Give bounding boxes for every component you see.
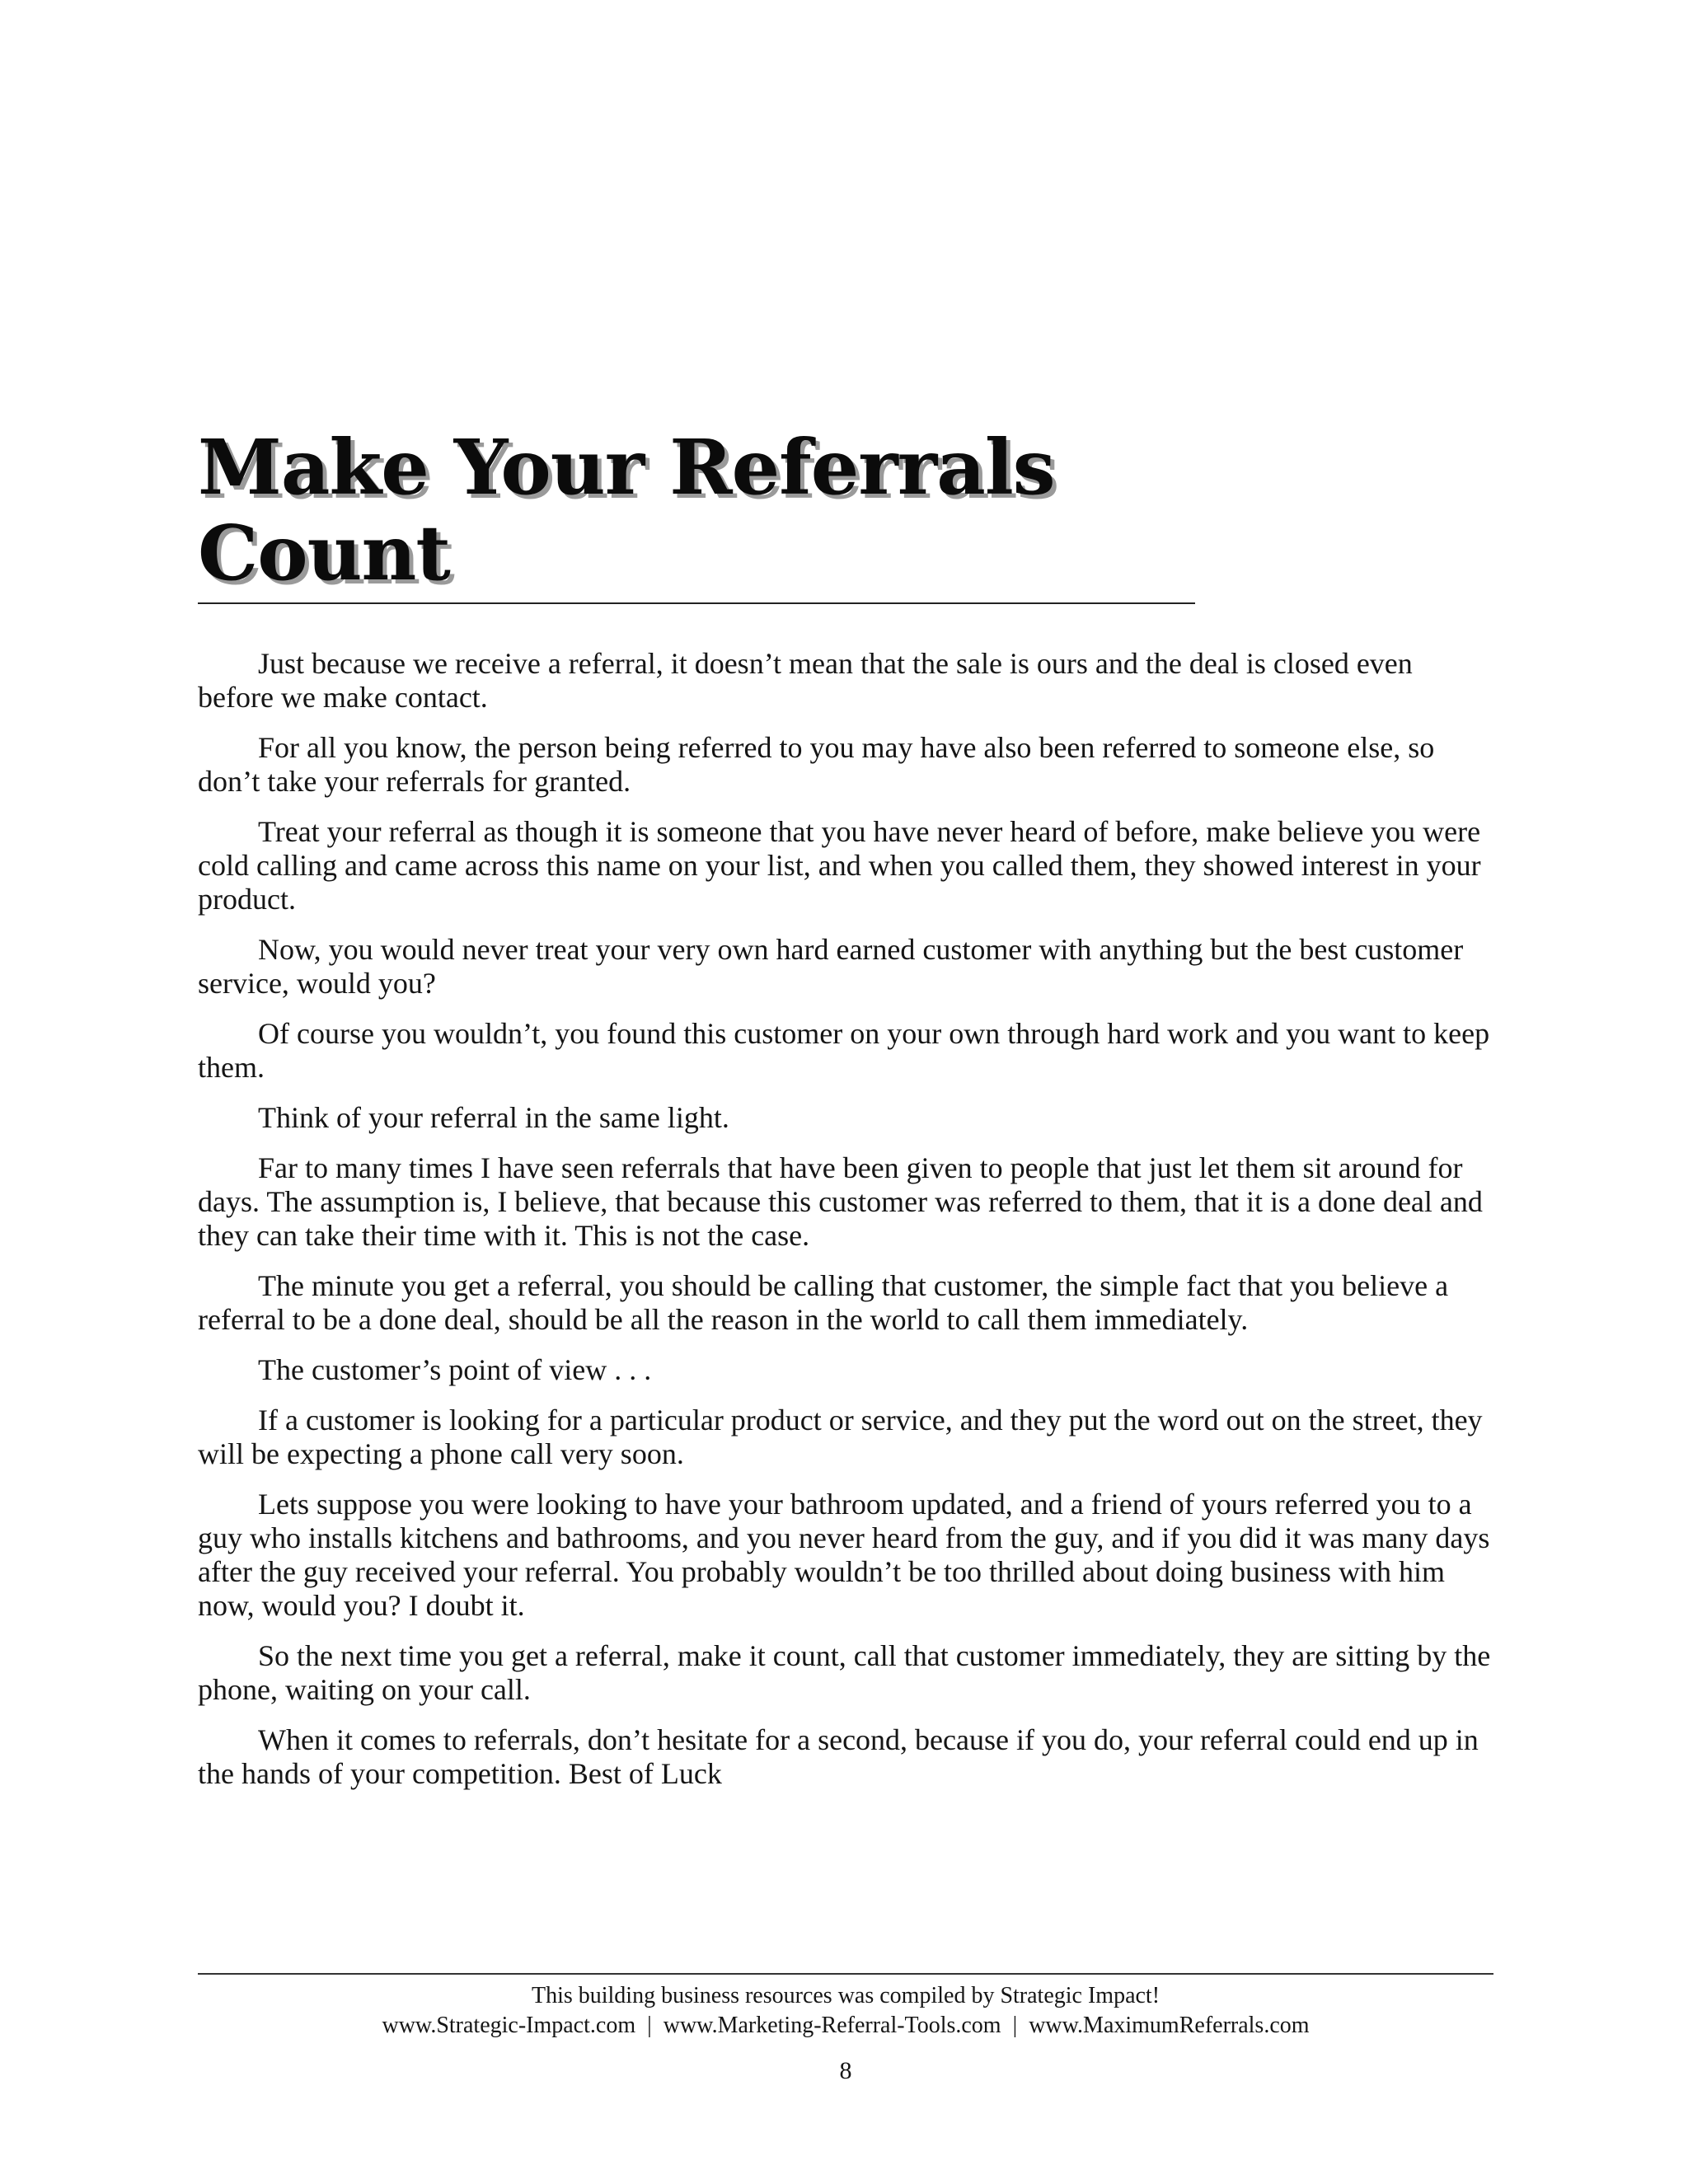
body-text <box>198 647 1493 1807</box>
paragraph: Now, you would never treat your very own hard earned customer with anything but the best customer service, would you? <box>198 933 1464 1000</box>
page-footer <box>198 1973 1493 2041</box>
footer-separator: | <box>647 2013 652 2038</box>
paragraph: For all you know, the person being referred to you may have also been referred to someone else, so don’t take your referrals for granted. <box>198 731 1435 798</box>
paragraph: Lets suppose you were looking to have your bathroom updated, and a friend of yours referred you to a guy who installs kitchens and bathrooms, and you never heard from the guy, and if you did it was many days after the guy received your referral. You probably wouldn’t be too thrilled about doing business with him now, would you? I doubt it. <box>198 1488 1490 1622</box>
paragraph: Far to many times I have seen referrals that have been given to people that just let them sit around for days. The assumption is, I believe, that because this customer was referred to them, that it is a done deal and they can take their time with it. This is not the case. <box>198 1151 1483 1252</box>
page-number: 8 <box>839 2057 852 2084</box>
paragraph: The customer’s point of view . . . <box>258 1353 652 1386</box>
footer-link-maximum-referrals[interactable]: www.MaximumReferrals.com <box>1029 2013 1310 2038</box>
page-title-line-2: Count <box>198 509 450 598</box>
paragraph: So the next time you get a referral, make it count, call that customer immediately, they are sitting by the phone, waiting on your call. <box>198 1639 1491 1706</box>
paragraph: Just because we receive a referral, it doesn’t mean that the sale is ours and the deal is closed even before we make contact. <box>198 647 1413 714</box>
paragraph: When it comes to referrals, don’t hesitate for a second, because if you do, your referral could end up in the hands of your competition. Best of Luck <box>198 1723 1479 1790</box>
footer-link-marketing-referral-tools[interactable]: www.Marketing-Referral-Tools.com <box>663 2013 1001 2038</box>
footer-divider <box>198 1973 1493 1975</box>
paragraph: Of course you wouldn’t, you found this customer on your own through hard work and you want to keep them. <box>198 1017 1490 1084</box>
paragraph: Treat your referral as though it is someone that you have never heard of before, make believe you were cold calling and came across this name on your list, and when you called them, they showed interest in your product. <box>198 815 1481 916</box>
paragraph: If a customer is looking for a particular product or service, and they put the word out on the street, they will be expecting a phone call very soon. <box>198 1404 1483 1470</box>
footer-separator: | <box>1012 2013 1018 2038</box>
paragraph: The minute you get a referral, you should be calling that customer, the simple fact that you believe a referral to be a done deal, should be all the reason in the world to call them immediately. <box>198 1269 1449 1336</box>
title-block <box>198 424 1195 604</box>
paragraph: Think of your referral in the same light. <box>258 1101 729 1134</box>
page-title-line-1: Make Your Referrals <box>198 423 1055 512</box>
footer-links <box>198 2011 1493 2041</box>
footer-credit: This building business resources was compiled by Strategic Impact! <box>531 1983 1160 2008</box>
title-underline <box>198 602 1195 604</box>
footer-link-strategic-impact[interactable]: www.Strategic-Impact.com <box>382 2013 636 2038</box>
page-title <box>198 424 1195 596</box>
